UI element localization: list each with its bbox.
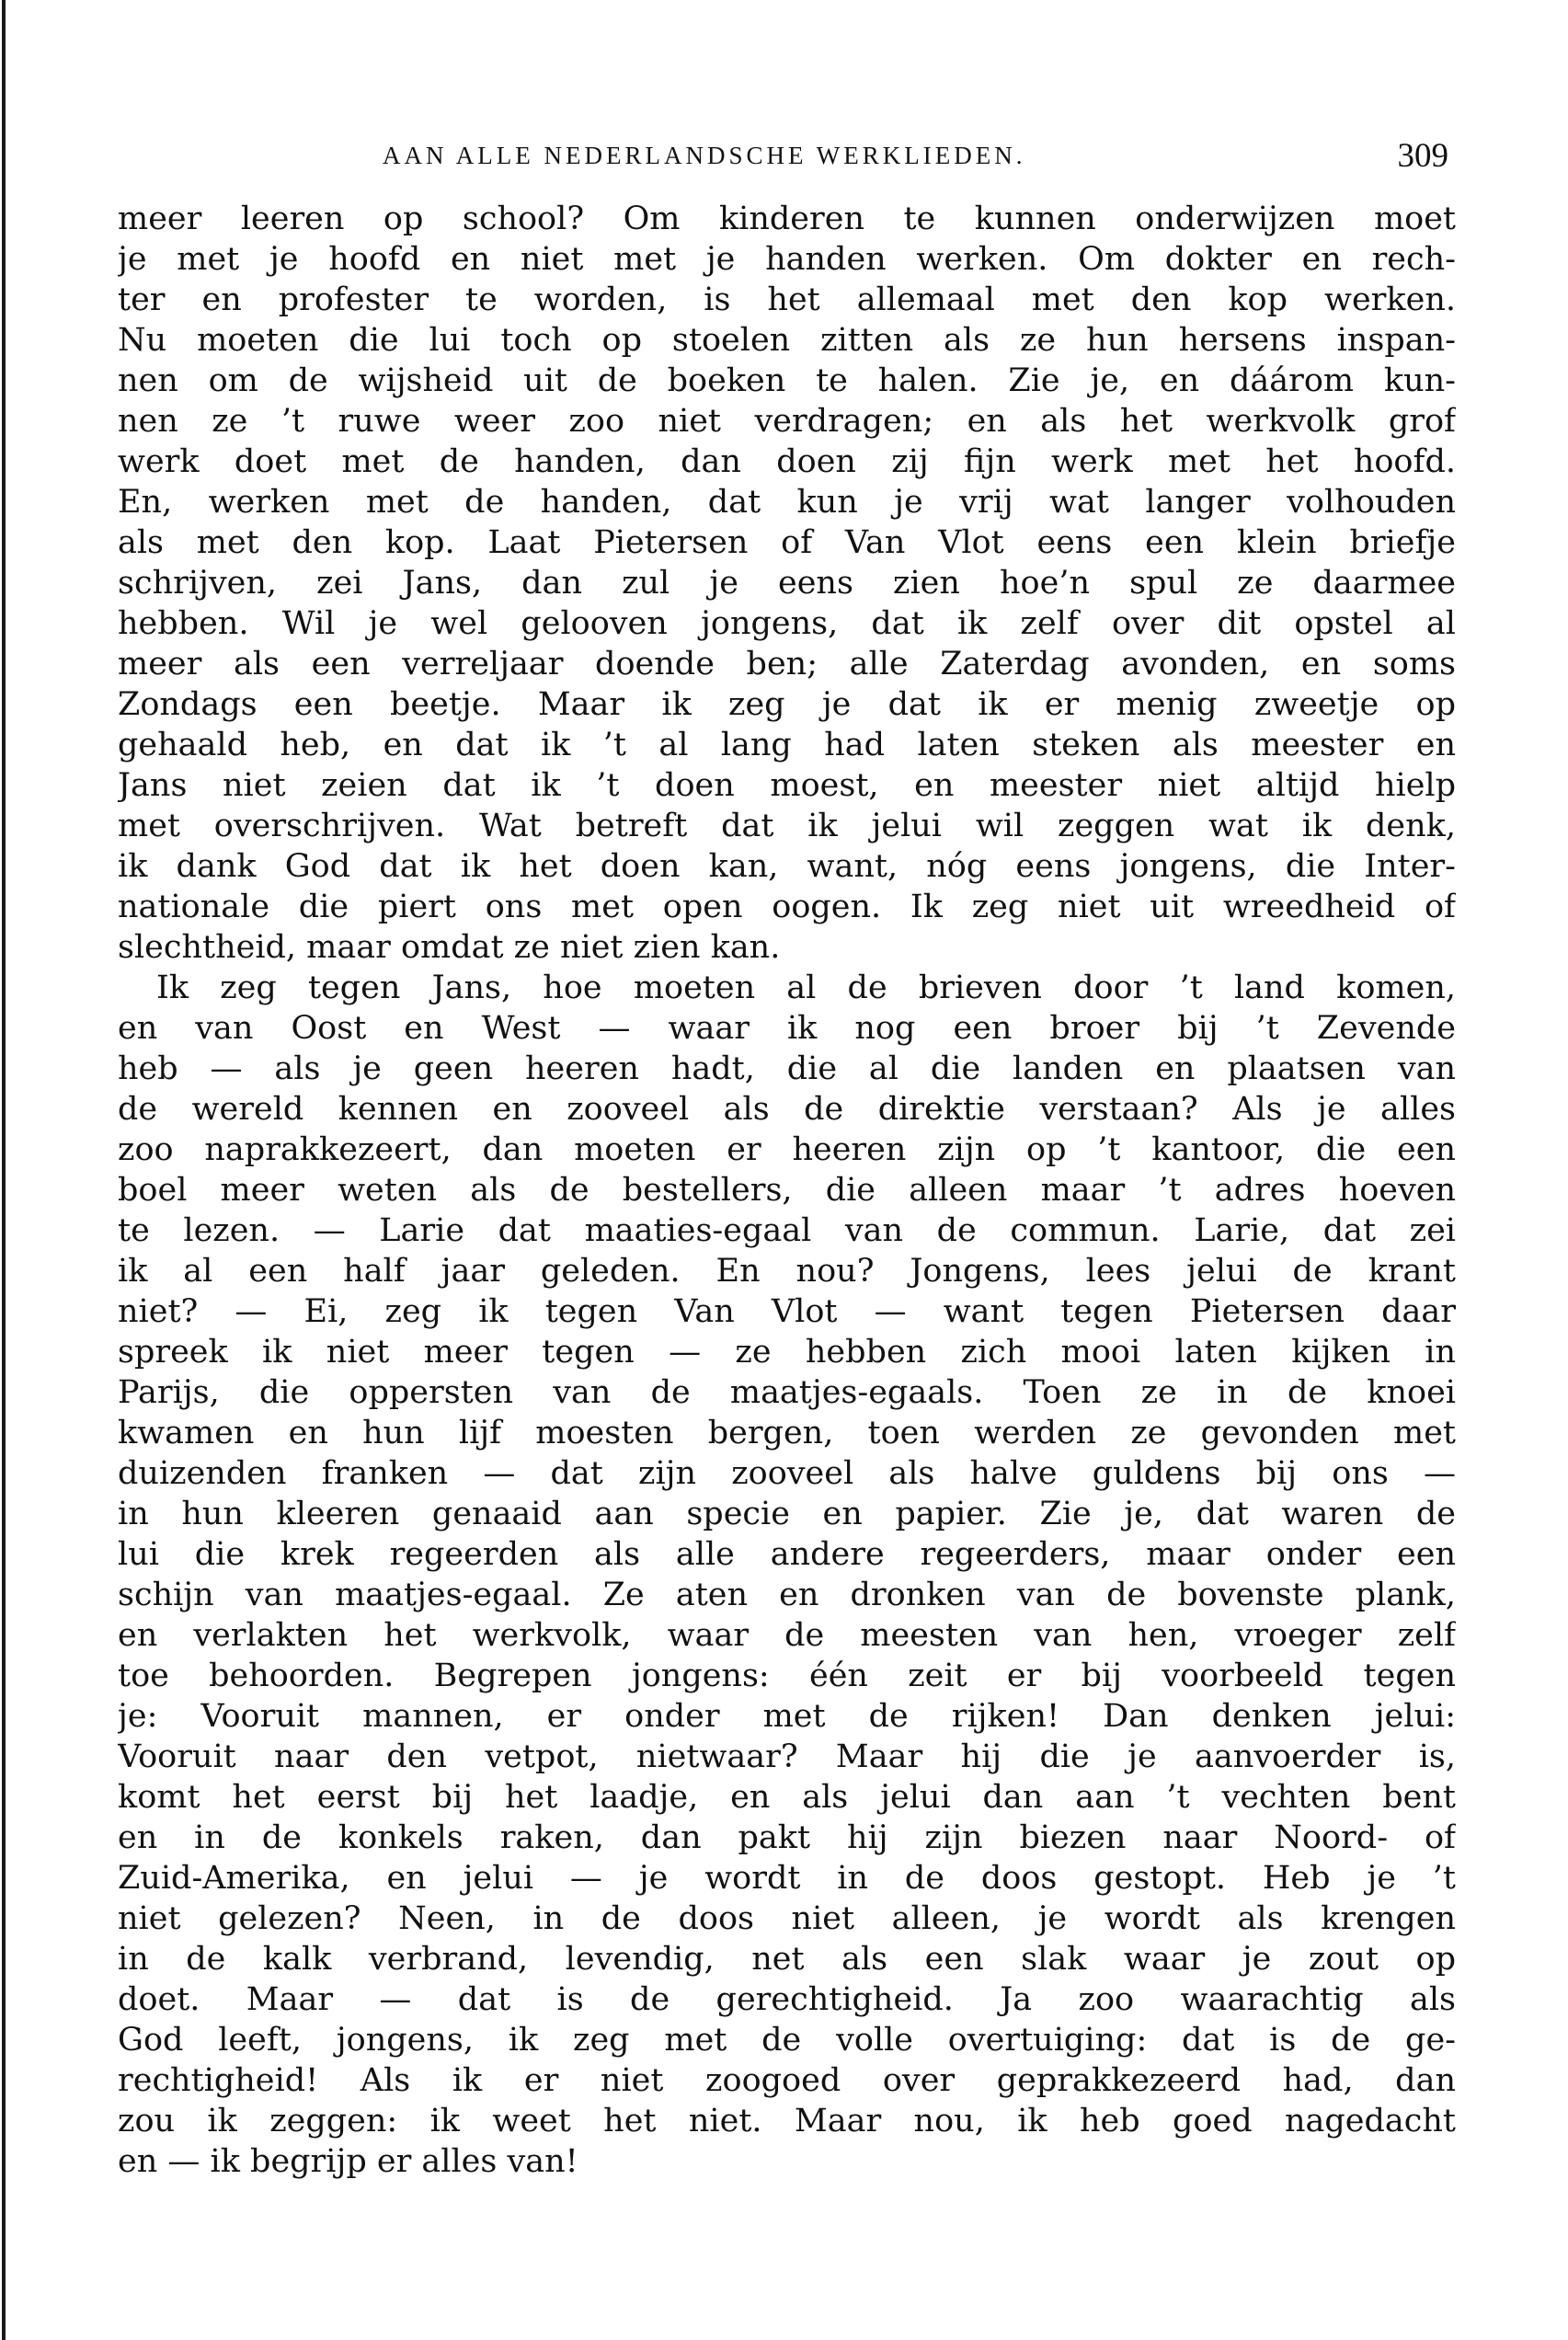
text-line: heb — als je geen heeren hadt, die al die landen en plaatsen van — [118, 1050, 1456, 1087]
text-line: werk doet met de handen, dan doen zij fijn werk met het hoofd. — [118, 443, 1456, 480]
text-line: Nu moeten die lui toch op stoelen zitten als ze hun hersens inspan- — [118, 322, 1456, 359]
text-line: Ik zeg tegen Jans, hoe moeten al de brieven door ’t land komen, — [156, 969, 1456, 1006]
running-header — [118, 136, 1456, 178]
text-line: nen ze ’t ruwe weer zoo niet verdragen; en als het werkvolk grof — [118, 403, 1456, 440]
text-line: lui die krek regeerden als alle andere regeerders, maar onder een — [118, 1536, 1456, 1573]
text-line: ik dank God dat ik het doen kan, want, nóg eens jongens, die Inter- — [118, 848, 1456, 885]
text-line: toe behoorden. Begrepen jongens: één zeit er bij voorbeeld tegen — [118, 1658, 1456, 1694]
text-line: ik al een half jaar geleden. En nou? Jongens, lees jelui de krant — [118, 1253, 1456, 1290]
text-line: je: Vooruit mannen, er onder met de rijken! Dan denken jelui: — [118, 1698, 1456, 1735]
text-line: nationale die piert ons met open oogen. Ik zeg niet uit wreedheid of — [118, 889, 1456, 925]
text-line: en van Oost en West — waar ik nog een broer bij ’t Zevende — [118, 1010, 1456, 1047]
text-line: En, werken met de handen, dat kun je vrij wat langer volhouden — [118, 484, 1456, 521]
text-line: in de kalk verbrand, levendig, net als een slak waar je zout op — [118, 1941, 1456, 1978]
text-line: de wereld kennen en zooveel als de direktie verstaan? Als je alles — [118, 1091, 1456, 1128]
text-line: en verlakten het werkvolk, waar de meesten van hen, vroeger zelf — [118, 1617, 1456, 1654]
text-line: met overschrijven. Wat betreft dat ik jelui wil zeggen wat ik denk, — [118, 808, 1456, 844]
text-line: God leeft, jongens, ik zeg met de volle overtuiging: dat is de ge- — [118, 2022, 1456, 2059]
text-line: Jans niet zeien dat ik ’t doen moest, en meester niet altijd hielp — [118, 767, 1456, 804]
text-line: niet? — Ei, zeg ik tegen Van Vlot — want tegen Pietersen daar — [118, 1293, 1456, 1330]
text-line: meer als een verreljaar doende ben; alle Zaterdag avonden, en soms — [118, 646, 1456, 682]
text-line: spreek ik niet meer tegen — ze hebben zich mooi laten kijken in — [118, 1334, 1456, 1371]
text-line: boel meer weten als de bestellers, die alleen maar ’t adres hoeven — [118, 1172, 1456, 1209]
running-title: AAN ALLE NEDERLANDSCHE WERKLIEDEN. — [383, 142, 1026, 169]
text-line: meer leeren op school? Om kinderen te kunnen onderwijzen moet — [118, 201, 1456, 237]
text-line: je met je hoofd en niet met je handen werken. Om dokter en rech- — [118, 241, 1456, 278]
text-line: zou ik zeggen: ik weet het niet. Maar nou, ik heb goed nagedacht — [118, 2103, 1456, 2139]
text-line: niet gelezen? Neen, in de doos niet alleen, je wordt als krengen — [118, 1900, 1456, 1937]
text-line: in hun kleeren genaaid aan specie en papier. Zie je, dat waren de — [118, 1496, 1456, 1532]
scan-margin-edge — [2, 0, 6, 2340]
text-line: zoo naprakkezeert, dan moeten er heeren zijn op ’t kantoor, die een — [118, 1131, 1456, 1168]
text-line: Vooruit naar den vetpot, nietwaar? Maar hij die je aanvoerder is, — [118, 1738, 1456, 1775]
text-line: nen om de wijsheid uit de boeken te halen. Zie je, en dáárom kun- — [118, 362, 1456, 399]
text-line: rechtigheid! Als ik er niet zoogoed over geprakkezeerd had, dan — [118, 2062, 1456, 2099]
text-line: en in de konkels raken, dan pakt hij zijn biezen naar Noord- of — [118, 1819, 1456, 1856]
body-text — [118, 199, 1456, 2182]
text-line: komt het eerst bij het laadje, en als jelui dan aan ’t vechten bent — [118, 1779, 1456, 1816]
text-line: gehaald heb, en dat ik ’t al lang had laten steken als meester en — [118, 727, 1456, 763]
book-page — [118, 0, 1456, 2340]
text-line: slechtheid, maar omdat ze niet zien kan. — [118, 929, 781, 966]
text-line: schijn van maatjes-egaal. Ze aten en dronken van de bovenste plank, — [118, 1577, 1456, 1613]
text-line: en — ik begrijp er alles van! — [118, 2143, 578, 2180]
page-number: 309 — [1397, 137, 1448, 175]
text-line: kwamen en hun lijf moesten bergen, toen werden ze gevonden met — [118, 1415, 1456, 1451]
text-line: als met den kop. Laat Pietersen of Van Vlot eens een klein briefje — [118, 524, 1456, 561]
text-line: Zuid-Amerika, en jelui — je wordt in de doos gestopt. Heb je ’t — [118, 1860, 1456, 1897]
text-line: ter en profester te worden, is het allemaal met den kop werken. — [118, 281, 1456, 318]
text-line: duizenden franken — dat zijn zooveel als halve guldens bij ons — — [118, 1455, 1456, 1492]
text-line: Zondags een beetje. Maar ik zeg je dat ik er menig zweetje op — [118, 686, 1456, 723]
text-line: schrijven, zei Jans, dan zul je eens zien hoe’n spul ze daarmee — [118, 565, 1456, 602]
text-line: doet. Maar — dat is de gerechtigheid. Ja zoo waarachtig als — [118, 1981, 1456, 2018]
text-line: Parijs, die oppersten van de maatjes-egaals. Toen ze in de knoei — [118, 1374, 1456, 1411]
text-line: hebben. Wil je wel gelooven jongens, dat ik zelf over dit opstel al — [118, 605, 1456, 642]
text-line: te lezen. — Larie dat maaties-egaal van de commun. Larie, dat zei — [118, 1212, 1456, 1249]
